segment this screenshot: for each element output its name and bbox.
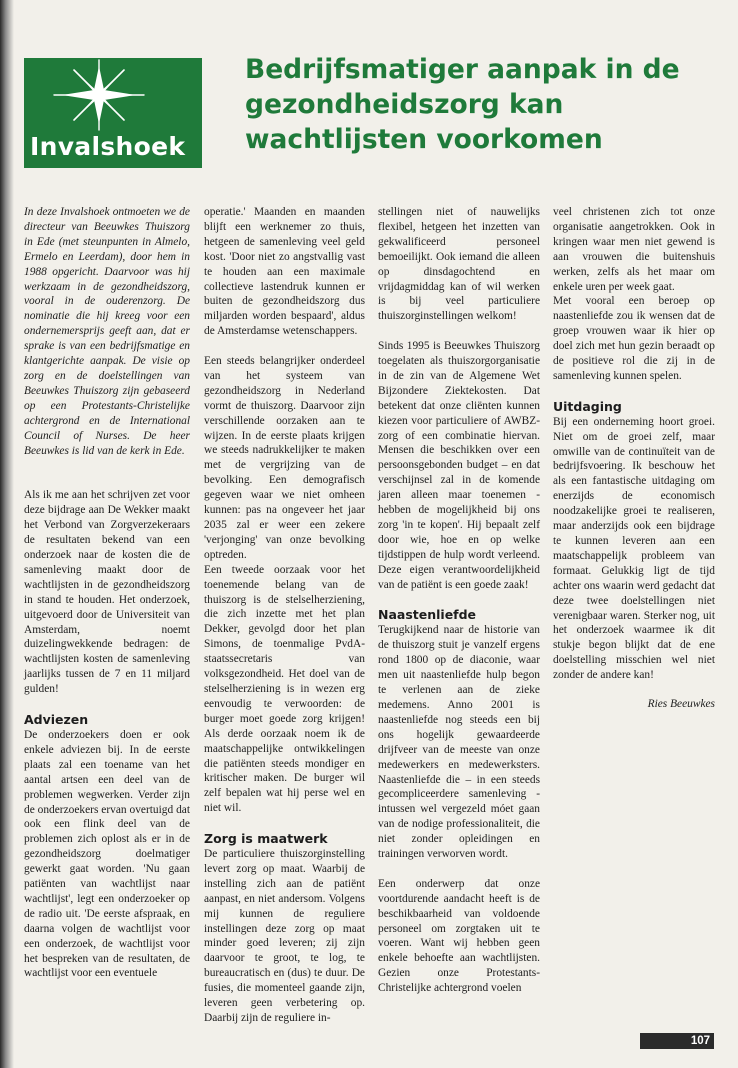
section-label: Invalshoek [30, 132, 186, 161]
paragraph: veel christenen zich tot onze organisatie aangetrokken. Ook in kringen waar men niet gewend is aan vrouwen die buitenshuis werken, zelfs als het maar om enkele uren per week gaat. [553, 206, 715, 293]
paragraph: Met vooral een beroep op naastenliefde zou ik wensen dat de groep vrouwen waar ik hier op doel zich met hun gezin beraadt op de positieve rol die zij in de samenleving kunnen spelen. [553, 295, 715, 382]
author-signature: Ries Beeuwkes [647, 698, 715, 711]
paragraph: stellingen niet of nauwelijks flexibel, hetgeen het inzetten van gekwalificeerd personeel bemoeilijkt. Ook iemand die alleen op dinsdagochtend en vrijdagmiddag kan of wil werken is bij veel particuliere thuiszorginstellingen welkom! [378, 206, 540, 323]
paragraph: Een onderwerp dat onze voortdurende aandacht heeft is de beschikbaarheid van voldoende personeel om zorgtaken uit te voeren. Want wij hebben geen enkele behoefte aan wachtlijsten. Gezien onze Protestants-Christelijke achtergrond voelen [378, 877, 540, 995]
subheading-adviezen: Adviezen [24, 711, 89, 727]
column-4 [553, 205, 715, 712]
page-binding-edge [0, 0, 14, 1068]
paragraph: Een tweede oorzaak voor het toenemende belang van de thuiszorg is de stelselherziening, die zich inzette met het plan Dekker, gevolgd door het plan Simons, de toenmalige PvdA-staatssecretaris van volksgezondheid. Het doel van de stelselherziening is in wezen erg eenvoudig te verwoorden: de burger moet goede zorg krijgen! Als derde oorzaak noem ik de maatschappelijke ontwikkelingen die patiënten steeds mondiger en kritischer maken. De burger wil zelf bepalen wat hij perse wel en niet wil. [204, 563, 365, 815]
intro-paragraph: In deze Invalshoek ontmoeten we de directeur van Beeuwkes Thuiszorg in Ede (met steunpunten in Almelo, Ermelo en Leerdam), door hem in 1988 opgericht. Daarvoor was hij werkzaam in de gezondheidszorg, vooral in de ouderenzorg. De nominatie die hij kreeg voor een ondernemersprijs geeft aan, dat er sprake is van een bedrijfsmatige en klantgerichte aanpak. De visie op zorg en de doelstellingen van Beeuwkes Thuiszorg zijn gebaseerd op een Protestants-Christelijke achtergrond en de International Council of Nurses. De heer Beeuwkes is lid van de kerk in Ede. [24, 206, 190, 457]
paragraph: Als ik me aan het schrijven zet voor deze bijdrage aan De Wekker maakt het Verbond van Zorgverzekeraars de resultaten bekend van een onderzoek naar de kosten die de samenleving maakt door de wachtlijsten in de gezondheidszorg in stand te houden. Het onderzoek, uitgevoerd door de Universiteit van Amsterdam, noemt duizelingwekkende bedragen: de wachtlijsten kosten de samenleving jaarlijks tussen de 7 en 11 miljard gulden! [24, 489, 190, 696]
subheading-uitdaging: Uitdaging [553, 398, 622, 414]
subheading-naastenliefde: Naastenliefde [378, 607, 477, 623]
paragraph: Sinds 1995 is Beeuwkes Thuiszorg toegelaten als thuiszorgorganisatie in de zin van de Algemene Wet Bijzondere Ziektekosten. Dat betekent dat onze cliënten kunnen kiezen voor particuliere of AWBZ-zorg of een combinatie hiervan. Mensen die beschikken over een persoonsgebonden budget – en dat verschijnsel zal in de komende jaren alleen maar toenemen - hebben de mogelijkheid bij ons zorg 'in te kopen'. Hij bepaalt zelf door wie, hoe en op welke tijdstippen de hulp wordt verleend. Deze eigen verantwoordelijkheid van de patiënt is een goede zaak! [378, 340, 540, 591]
paragraph: De particuliere thuiszorginstelling levert zorg op maat. Waarbij de instelling zich aan de patiënt aanpast, en niet andersom. Volgens mij kunnen de reguliere instellingen deze zorg op maat minder goed leveren; zij zijn daarvoor te groot, te log, te bureaucratisch en (dus) te duur. De fusies, die momenteel gaande zijn, leveren geen verbetering op. Daarbij zijn de reguliere in- [204, 848, 365, 1024]
column-3 [378, 205, 540, 996]
paragraph: De onderzoekers doen er ook enkele adviezen bij. In de eerste plaats zal een toename van het aantal artsen een deel van de problemen wegwerken. Verder zijn de onderzoekers ervan overtuigd dat ook een flink deel van de problemen zich oplost als er in de gezondheidszorg doelmatiger gewerkt gaat worden. 'Nu gaan patiënten van wachtlijst naar wachtlijst', legt een onderzoeker op de radio uit. 'De eerste afspraak, en daarna volgen de wachtlijst voor een onderzoek, de wachtlijst voor het bespreken van de resultaten, de wachtlijst voor een eventuele [24, 728, 190, 980]
invalshoek-logo [24, 58, 202, 168]
column-1 [24, 205, 190, 981]
subheading-zorg-is-maatwerk: Zorg is maatwerk [204, 831, 328, 847]
article-title: Bedrijfsmatiger aanpak in de gezondheidszorg kan wachtlijsten voorkomen [245, 54, 680, 155]
paragraph: operatie.' Maanden en maanden blijft een werknemer zo thuis, hetgeen de samenleving veel geld kost. 'Door niet zo angstvallig vast te houden aan een maximale collectieve lastendruk kunnen er buiten de gezondheidszorg dus miljarden worden bespaard', aldus de Amsterdamse wetenschappers. [204, 206, 365, 338]
page-number: 107 [640, 1033, 714, 1049]
paragraph: Bij een onderneming hoort groei. Niet om de groei zelf, maar omwille van de continuïteit van de bedrijfsvoering. Ik beschouw het als een fantastische uitdaging om enerzijds de economisch noodzakelijke groei te realiseren, maar anderzijds ook een bijdrage te kunnen leveren aan een maatschappelijk probleem van formaat. Gelukkig ligt de tijd achter ons waarin werd gedacht dat deze twee doelstellingen niet verenigbaar waren. Sterker nog, uit het onderzoek waarmee ik dit stukje begon blijkt dat de ene doelstelling misschien wel niet zonder de andere kan! [553, 415, 715, 682]
paragraph: Terugkijkend naar de historie van de thuiszorg stuit je vanzelf ergens rond 1800 op de diaconie, waar men uit naastenliefde hulp begon te verlenen aan de zieke medemens. Anno 2001 is naastenliefde nog steeds een bij ons hogelijk gewaardeerde drijfveer van de meeste van onze medewerkers en medewerksters. Naastenliefde die – in een steeds gecompliceerdere samenleving - intussen wel vergezeld móet gaan van de nodige professionaliteit, die niet zonder opleidingen en trainingen verworven wordt. [378, 624, 540, 861]
paragraph: Een steeds belangrijker onderdeel van het systeem van gezondheidszorg in Nederland vormt de thuiszorg. Daarvoor zijn verschillende oorzaken aan te wijzen. In de eerste plaats krijgen we steeds nadrukkelijker te maken met de vergrijzing van de bevolking. Een demografisch gegeven waar we niet omheen kunnen: pas na ongeveer het jaar 2035 zal er weer een zekere 'verjonging' van onze bevolking optreden. [204, 355, 365, 561]
column-2 [204, 205, 365, 1026]
